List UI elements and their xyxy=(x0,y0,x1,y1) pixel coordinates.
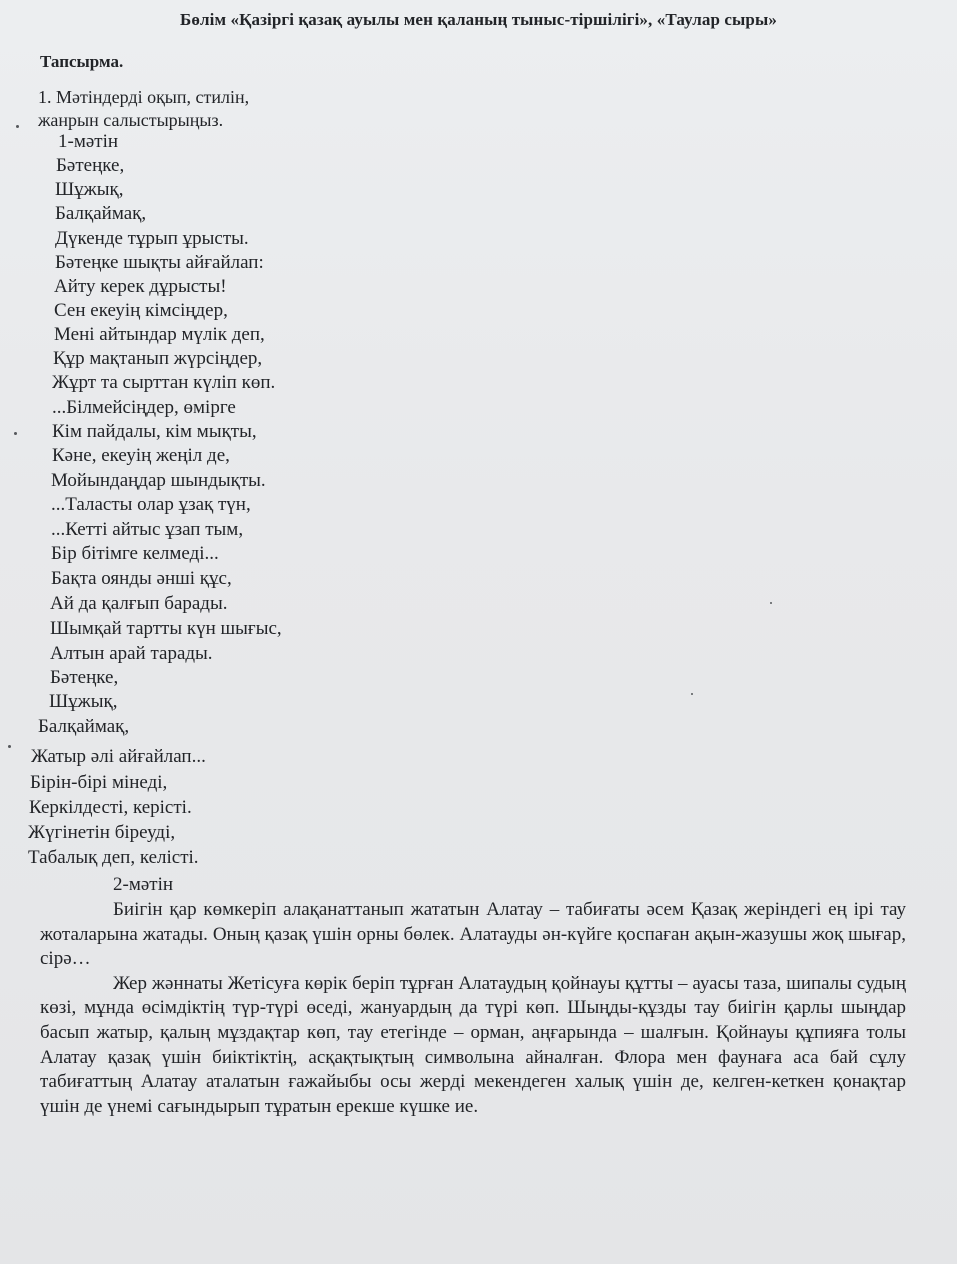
poem-line: Бақта оянды әнші құс, xyxy=(51,568,232,589)
poem-line: Бірін-бірі мінеді, xyxy=(30,772,168,793)
text2-body xyxy=(40,898,906,1119)
paper-speck xyxy=(14,432,17,435)
poem-line: Кәне, екеуің жеңіл де, xyxy=(52,445,230,466)
poem-line: Бір бітімге келмеді... xyxy=(51,543,219,564)
text1-label: 1-мәтін xyxy=(58,131,119,152)
paper-speck xyxy=(770,602,772,604)
poem-line: Мойындаңдар шындықты. xyxy=(51,470,266,491)
task-heading: Тапсырма. xyxy=(40,52,124,71)
poem-line: Балқаймақ, xyxy=(55,203,147,224)
poem-line: Бәтеңке, xyxy=(56,155,125,176)
poem-line: Бәтеңке шықты айғайлап: xyxy=(55,252,264,273)
paper-speck xyxy=(8,745,11,748)
poem-line: Алтын арай тарады. xyxy=(50,643,213,664)
poem-line: Жүгінетін біреуді, xyxy=(28,822,176,843)
poem-line: Балқаймақ, xyxy=(38,716,130,737)
poem-line: Табалық деп, келісті. xyxy=(28,847,199,868)
paper-speck xyxy=(691,693,693,695)
poem-line: Шымқай тартты күн шығыс, xyxy=(50,618,282,639)
poem-line: Шұжық, xyxy=(55,179,124,200)
poem-line: Керкілдесті, керісті. xyxy=(29,797,192,818)
poem-line: Мені айтындар мүлік деп, xyxy=(54,324,265,345)
poem-line: Айту керек дұрысты! xyxy=(54,276,227,297)
instruction-line-2: жанрын салыстырыңыз. xyxy=(38,110,224,130)
poem-line: Сен екеуің кімсіңдер, xyxy=(54,300,228,321)
poem-line: ...Кетті айтыс ұзап тым, xyxy=(51,519,244,540)
instruction-line-1: 1. Мәтіндерді оқып, стилін, xyxy=(38,87,250,107)
paper-speck xyxy=(16,125,19,128)
poem-line: Бәтеңке, xyxy=(50,667,119,688)
poem-line: Кім пайдалы, кім мықты, xyxy=(52,421,257,442)
poem-line: ...Таласты олар ұзақ түн, xyxy=(51,494,251,515)
poem-line: Құр мақтанып жүрсіңдер, xyxy=(53,348,263,369)
poem-line: Жұрт та сырттан күліп көп. xyxy=(52,372,276,393)
page-title: Бөлім «Қазіргі қазақ ауылы мен қаланың тыныс-тіршілігі», «Таулар сыры» xyxy=(180,10,777,29)
poem-line: ...Білмейсіңдер, өмірге xyxy=(52,397,236,418)
text2-paragraph: Жер жәннаты Жетісуға көрік беріп тұрған Алатаудың қойнауы құтты – ауасы таза, шипалы судың көзі, мұнда өсімдіктің түр-түрі өседі, жануардың да түрі көп. Шыңды-құзды тау биігін қарлы шыңдар басып жатыр, қалың мұздақтар көп, тау етегінде – орман, аңғарында – шалғын. Қойнауы құпияға толы Алатау қазақ үшін биіктіктің, асқақтықтың символына айналған. Флора мен фаунаға аса бай сұлу табиғаттың Алатау аталатын ғажайыбы осы жерді мекендеген халық үшін де, келген-кеткен қонақтар үшін де үнемі сағындырып тұратын ерекше күшке ие. xyxy=(40,972,906,1117)
poem-line: Ай да қалғып барады. xyxy=(50,593,228,614)
poem-line: Шұжық, xyxy=(49,691,118,712)
text2-paragraph: Биігін қар көмкеріп алақанаттанып жататын Алатау – табиғаты әсем Қазақ жеріндегі ең ірі тау жоталарына жатады. Оның қазақ үшін орны бөлек. Алатауды ән-күйге қоспаған ақын-жазушы жоқ шығар, сірә… xyxy=(40,899,906,970)
text2-label: 2-мәтін xyxy=(113,874,174,895)
task-instruction xyxy=(38,86,249,132)
poem-line: Жатыр әлі айғайлап... xyxy=(31,746,206,767)
poem-line: Дүкенде тұрып ұрысты. xyxy=(55,228,249,249)
